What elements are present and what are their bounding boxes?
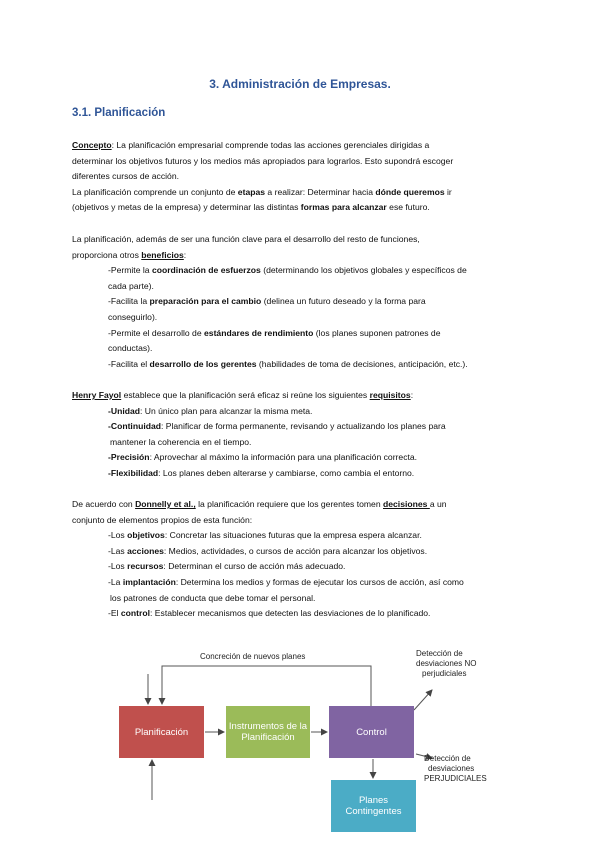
text-span: a realizar: Determinar hacia xyxy=(265,186,376,197)
requisito-item xyxy=(72,450,532,466)
text-span: -Los xyxy=(108,530,128,541)
control-box: Control xyxy=(329,706,414,758)
feedback-arrow xyxy=(162,666,371,706)
document-title: 3. Administración de Empresas. xyxy=(209,77,391,91)
text-span: a un xyxy=(429,499,447,509)
donnelly-line: conjunto de elementos propios de esta función: xyxy=(72,514,253,525)
elemento-item xyxy=(72,559,532,575)
beneficios-line xyxy=(72,248,532,264)
text-span: ese futuro. xyxy=(386,202,430,213)
elemento-item-cont: los patrones de conducta que debe tomar el personal. xyxy=(110,592,316,603)
text-span: : La planificación empresarial comprende todas las acciones gerenciales dirigidas a xyxy=(111,140,430,150)
text-span: (habilidades de toma de decisiones, anticipación, etc.). xyxy=(256,358,468,369)
beneficios-term: beneficios xyxy=(141,249,184,260)
bold-span: recursos xyxy=(127,561,164,572)
text-span: -Facilita el xyxy=(108,358,150,369)
instrumentos-box: Instrumentos de la Planificación xyxy=(226,706,310,758)
label-line: PERJUDICIALES xyxy=(424,774,487,783)
text-span: -Los xyxy=(108,561,128,572)
concepto-line xyxy=(72,138,532,154)
text-span: : xyxy=(183,249,187,260)
label-line: desviaciones xyxy=(428,764,475,773)
donnelly-block xyxy=(72,497,532,622)
text-span: De acuerdo con xyxy=(72,499,136,509)
text-span: -Las xyxy=(108,545,128,556)
text-span: : Planificar de forma permanente, revisando y actualizando los planes para xyxy=(160,421,446,432)
bold-span: coordinación de esfuerzos xyxy=(151,265,261,276)
text-span: (determinando los objetivos globales y específicos de xyxy=(260,265,467,276)
label-line: desviaciones NO xyxy=(416,659,477,668)
planning-diagram xyxy=(0,630,600,848)
bold-span: etapas xyxy=(237,186,266,197)
planificacion-box: Planificación xyxy=(119,706,204,758)
text-span: -Permite el desarrollo de xyxy=(108,327,205,338)
requisito-item-cont: mantener la coherencia en el tiempo. xyxy=(110,436,252,447)
bold-span: control xyxy=(120,608,151,619)
planes-contingentes-box: Planes Contingentes xyxy=(331,780,416,832)
text-span: La planificación comprende un conjunto de xyxy=(72,186,238,197)
bold-span: formas para alcanzar xyxy=(300,202,387,213)
benefit-item-cont: conductas). xyxy=(108,343,153,354)
text-span: : Determina los medios y formas de ejecutar los cursos de acción, así como xyxy=(175,576,464,587)
section-heading: 3.1. Planificación xyxy=(72,107,166,119)
fayol-line xyxy=(72,388,532,404)
text-span: : Medios, actividades, o cursos de acción para alcanzar los objetivos. xyxy=(163,545,428,556)
concepto-line: determinar los objetivos futuros y los medios más apropiados para lograrlos. Esto supondrá escoger xyxy=(72,155,454,166)
text-span: ir xyxy=(444,186,452,197)
benefit-item xyxy=(72,263,532,279)
bold-span: -Flexibilidad xyxy=(108,467,159,478)
concepto-line xyxy=(72,200,532,216)
bold-span: acciones xyxy=(127,545,164,556)
text-span: -Permite la xyxy=(108,265,152,276)
elemento-item xyxy=(72,575,532,591)
benefit-item xyxy=(72,294,532,310)
text-span: : Un único plan para alcanzar la misma meta. xyxy=(139,405,313,416)
elemento-item xyxy=(72,606,532,622)
perjudiciales-label xyxy=(424,754,487,784)
bold-span: implantación xyxy=(122,576,176,587)
text-span: la planificación requiere que los gerentes tomen xyxy=(195,499,383,509)
label-line: Detección de xyxy=(424,754,471,763)
text-span: (delinea un futuro deseado y la forma para xyxy=(261,296,426,307)
diagram-top-label: Concreción de nuevos planes xyxy=(200,652,306,661)
ctrl-to-noperj-arrow xyxy=(414,690,432,710)
text-span: -Facilita la xyxy=(108,296,150,307)
donnelly-name: Donnelly et al., xyxy=(135,499,196,509)
text-span: establece que la planificación será eficaz si reúne los siguientes xyxy=(121,390,370,400)
benefit-item xyxy=(72,326,532,342)
bold-span: -Continuidad xyxy=(108,421,161,432)
text-span: proporciona otros xyxy=(72,249,142,260)
beneficios-block xyxy=(72,232,532,372)
bold-span: desarrollo de los gerentes xyxy=(149,358,257,369)
bold-span: -Precisión xyxy=(108,452,150,463)
fayol-block xyxy=(72,388,532,482)
requisitos-term: requisitos xyxy=(369,390,411,400)
text-span: (objetivos y metas de la empresa) y determinar las distintas xyxy=(72,202,301,213)
label-line: Detección de xyxy=(416,649,463,658)
text-span: : Determinan el curso de acción más adecuado. xyxy=(163,561,346,572)
fayol-name: Henry Fayol xyxy=(72,390,122,400)
requisito-item xyxy=(72,404,532,420)
decisiones-term: decisiones xyxy=(383,499,430,509)
text-span: : Concretar las situaciones futuras que la empresa espera alcanzar. xyxy=(164,530,422,541)
benefit-item xyxy=(72,357,532,373)
benefit-item-cont: conseguirlo). xyxy=(108,311,158,322)
text-span: : Aprovechar al máximo la información para una planificación correcta. xyxy=(149,452,418,463)
text-span: : Establecer mecanismos que detecten las desviaciones de lo planificado. xyxy=(150,608,431,619)
concepto-block xyxy=(72,138,532,216)
bold-span: objetivos xyxy=(127,530,165,541)
donnelly-line xyxy=(72,497,532,513)
text-span: -El xyxy=(108,608,121,619)
label-line: perjudiciales xyxy=(422,669,467,678)
bold-span: estándares de rendimiento xyxy=(204,327,314,338)
text-span: -La xyxy=(108,576,123,587)
bold-span: preparación para el cambio xyxy=(149,296,262,307)
concepto-line xyxy=(72,185,532,201)
bold-span: dónde queremos xyxy=(375,186,445,197)
text-span: : Los planes deben alterarse y cambiarse, como cambia el entorno. xyxy=(158,467,415,478)
elemento-item xyxy=(72,544,532,560)
elemento-item xyxy=(72,528,532,544)
beneficios-line: La planificación, además de ser una función clave para el desarrollo del resto de funciones, xyxy=(72,234,420,244)
text-span: : xyxy=(410,390,414,400)
benefit-item-cont: cada parte). xyxy=(108,280,154,291)
bold-span: -Unidad xyxy=(108,405,140,416)
requisito-item xyxy=(72,466,532,482)
concepto-term: Concepto xyxy=(72,140,112,150)
text-span: (los planes suponen patrones de xyxy=(313,327,441,338)
no-perjudiciales-label xyxy=(416,649,476,679)
requisito-item xyxy=(72,419,532,435)
concepto-line: diferentes cursos de acción. xyxy=(72,171,180,182)
